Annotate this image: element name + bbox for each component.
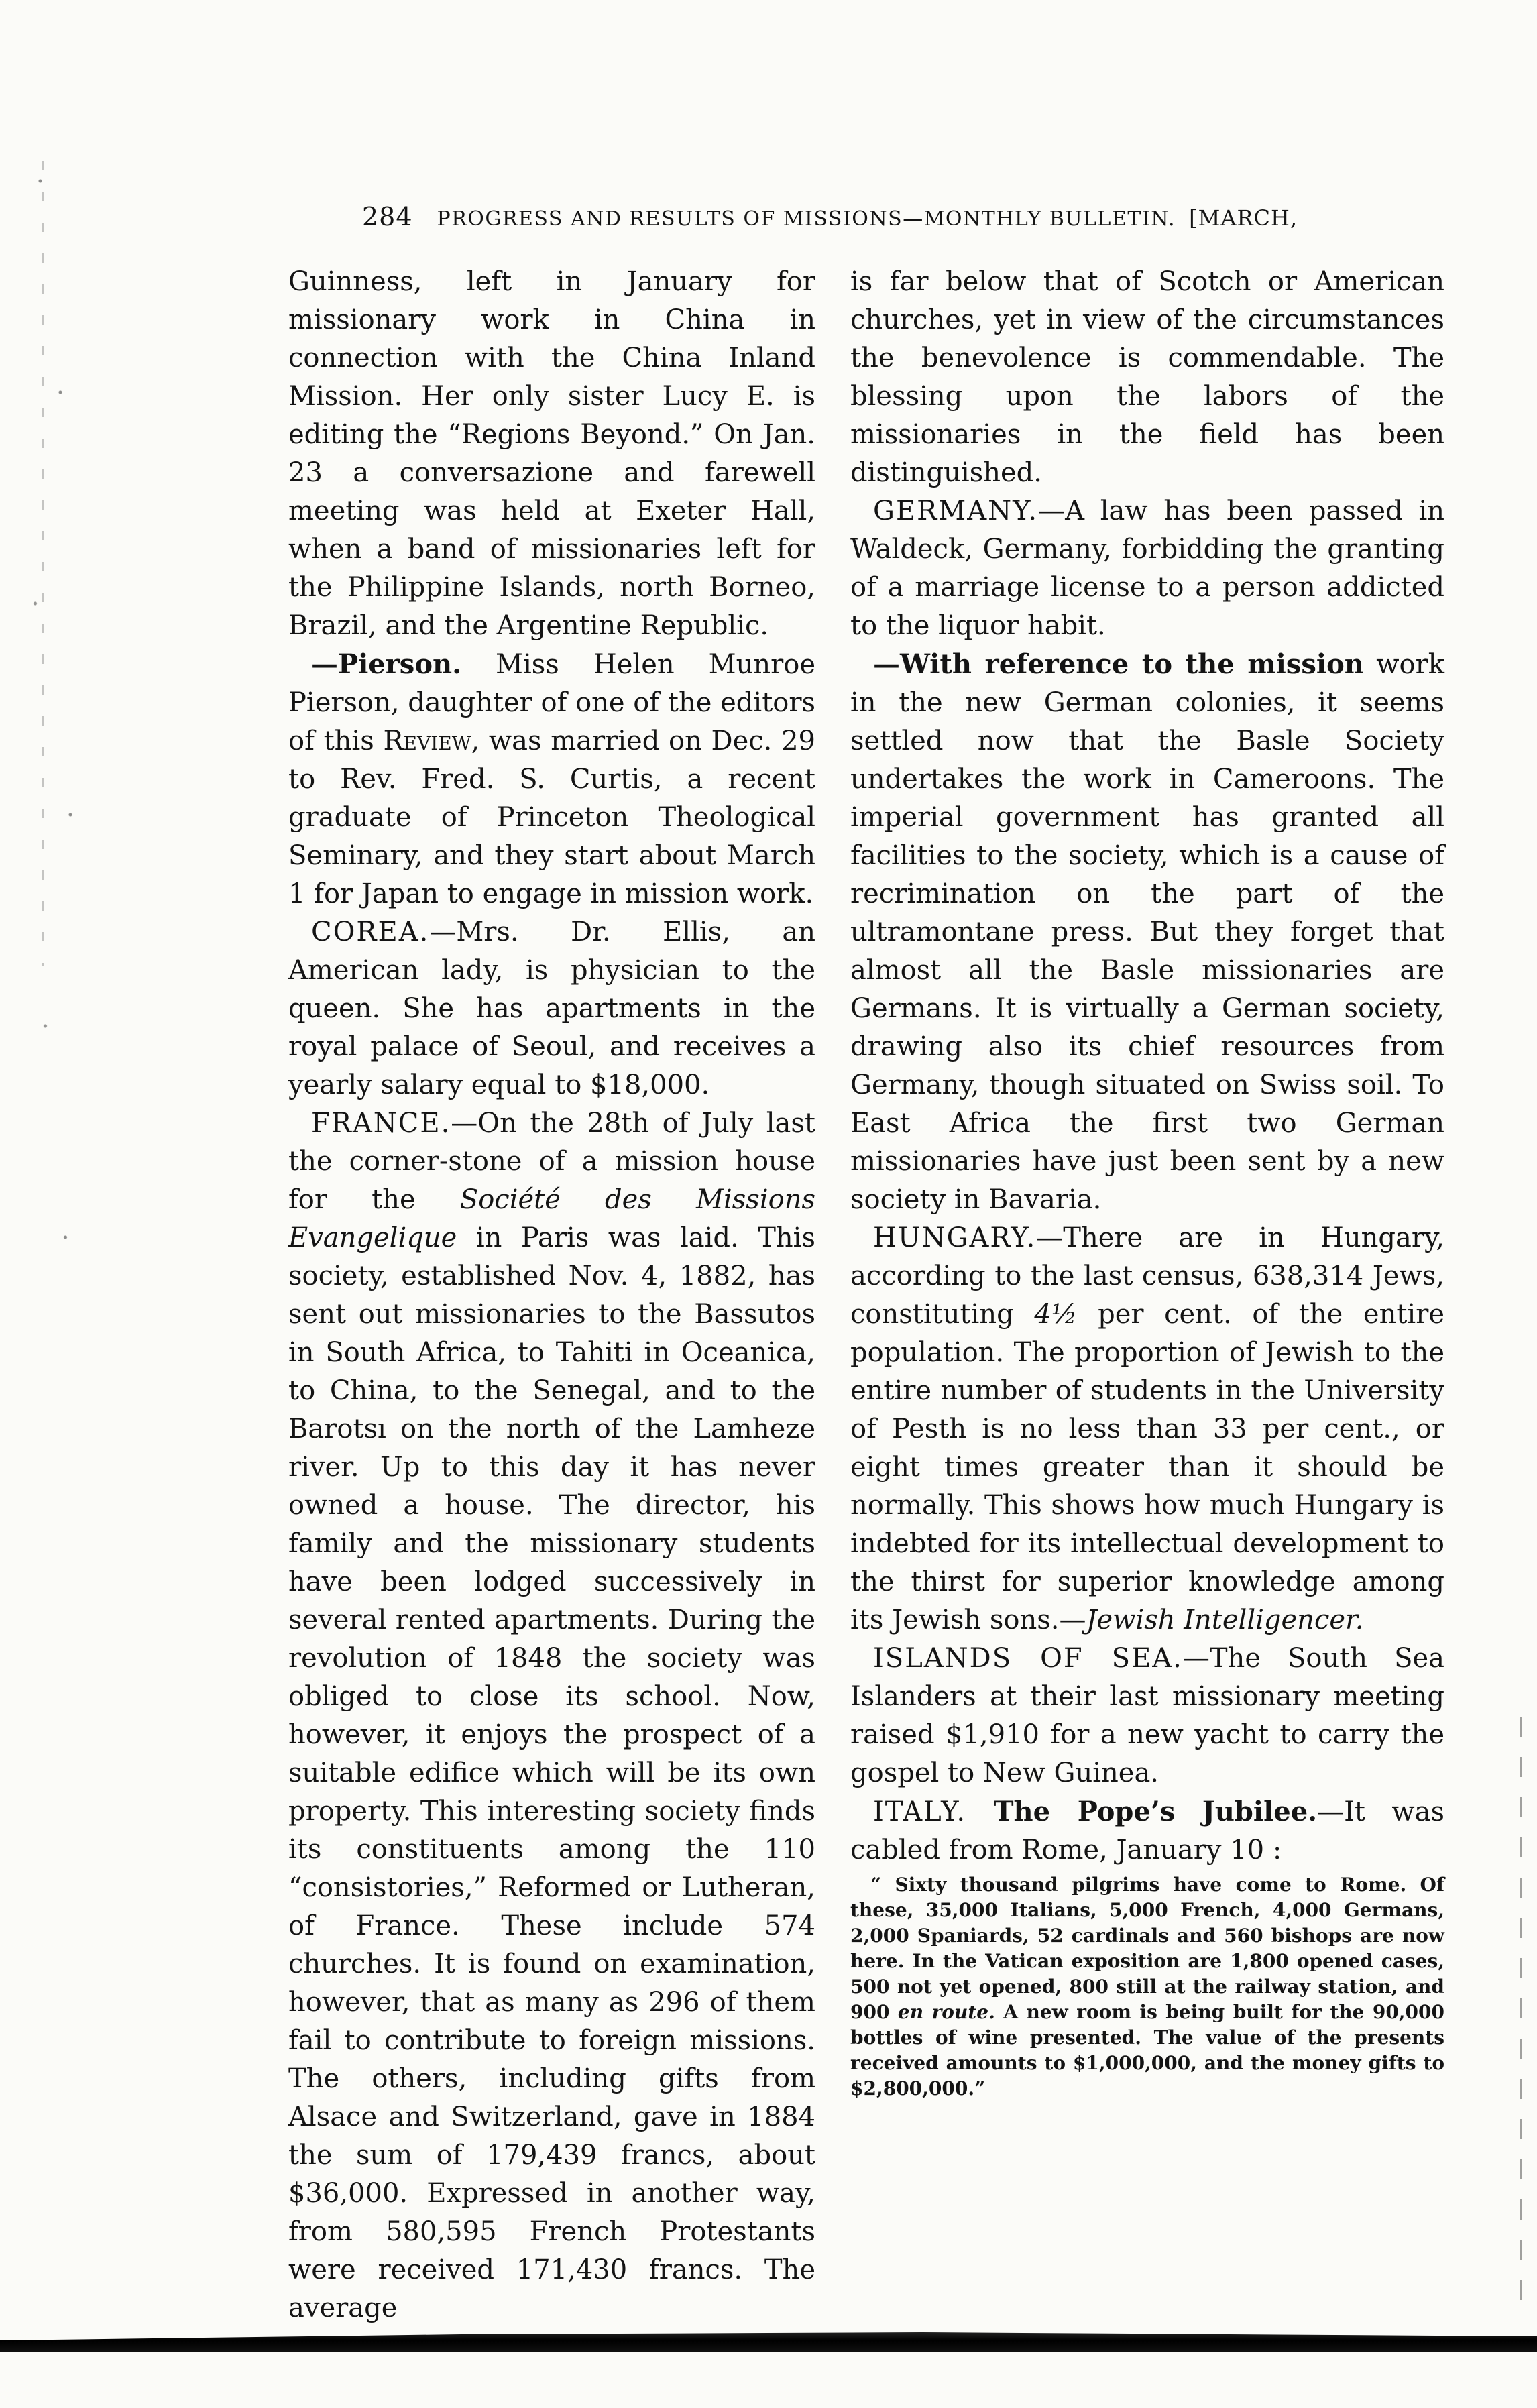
hungary-paragraph: HUNGARY.—There are in Hungary, according to the last census, 638,314 Jews, constituting 4½ per cent. of the entire population. The proportion of Jewish to the entire number of students in the University of Pesth is no less than 33 per cent., or eight times greater than it should be normally. This shows how much Hungary is indebted for its intellectual development to the thirst for superior knowledge among its Jewish sons.—Jewish Intelligencer. — [850, 1222, 1444, 1636]
scan-bottom-edge — [0, 2332, 1537, 2352]
running-header — [362, 200, 1448, 233]
societe-name: Société des Missions Evangelique — [288, 1184, 815, 1253]
pierson-heading: —Pierson. — [311, 648, 462, 680]
france-paragraph: FRANCE.—On the 28th of July last the corner-stone of a mission house for the Société des Missions Evangelique in Paris was laid. This society, established Nov. 4, 1882, has sent out missionaries to the Bassutos in South Africa, to Tahiti in Oceanica, to China, to the Senegal, and to the Barotsı on the north of the Lamheze river. Up to this day it has never owned a house. The director, his family and the missionary students have been lodged successively in several rented apartments. During the revolution of 1848 the society was obliged to close its school. Now, however, it enjoys the prospect of a suitable edifice which will be its own property. This interesting society finds its constituents among the 110 “consistories,” Reformed or Lutheran, of France. These include 574 churches. It is found on examination, however, that as many as 296 of them fail to contribute to foreign missions. The others, including gifts from Alsace and Switzerland, gave in 1884 the sum of 179,439 francs, about $36,000. Expressed in another way, from 580,595 French Protestants were received 171,430 francs. The average — [288, 1108, 815, 2324]
right-column — [850, 263, 1444, 2102]
continuation-paragraph: is far below that of Scotch or American churches, yet in view of the circumstances the benevolence is commendable. The blessing upon the labors of the missionaries in the field has been distinguished. — [850, 266, 1444, 488]
popes-jubilee-heading: The Pope’s Jubilee. — [966, 1796, 1318, 1827]
italy-paragraph: ITALY. The Pope’s Jubilee.—It was cabled from Rome, January 10 : — [850, 1796, 1445, 1866]
mission-reference-heading: —With reference to the mission — [873, 648, 1364, 680]
france-heading: FRANCE. — [311, 1108, 451, 1139]
italy-heading: ITALY. — [873, 1796, 967, 1827]
hungary-source: Jewish Intelligencer. — [1086, 1605, 1364, 1636]
review-title: Review — [383, 726, 471, 756]
guinness-paragraph: Guinness, left in January for missionary work in China in connection with the China Inland Mission. Her only sister Lucy E. is editing the “Regions Beyond.” On Jan. 23 a conversazione and farewell meeting was held at Exeter Hall, when a band of missionaries left for the Philippine Islands, north Borneo, Brazil, and the Argentine Republic. — [288, 266, 815, 641]
islands-paragraph: ISLANDS OF SEA.—The South Sea Islanders at their last missionary meeting raised $1,910 for a new yacht to carry the gospel to New Guinea. — [850, 1643, 1444, 1788]
corea-paragraph: COREA.—Mrs. Dr. Ellis, an American lady, is physician to the queen. She has apartments in the royal palace of Seoul, and receives a yearly salary equal to $18,000. — [288, 917, 815, 1100]
corea-heading: COREA. — [311, 917, 430, 948]
germany-heading: GERMANY. — [873, 496, 1039, 526]
hungary-heading: HUNGARY. — [873, 1222, 1037, 1253]
scan-gutter-artifact — [0, 40, 101, 1448]
scan-edge-artifact — [1520, 1717, 1522, 2320]
en-route-italic: en route. — [897, 2001, 995, 2023]
issue-month: [MARCH, — [1189, 205, 1298, 231]
page-number: 284 — [362, 202, 413, 231]
islands-heading: ISLANDS OF SEA. — [873, 1643, 1183, 1674]
running-title: PROGRESS AND RESULTS OF MISSIONS—MONTHLY BULLETIN. — [437, 207, 1176, 231]
rome-cable-quote: “ Sixty thousand pilgrims have come to Rome. Of these, 35,000 Italians, 5,000 French, 4,000 Germans, 2,000 Spaniards, 52 cardinals and 560 bishops are now here. In the Vatican exposition are 1,800 opened cases, 500 not yet opened, 800 still at the railway station, and 900 en route. A new room is being built for the 90,000 bottles of wine presented. The value of the presents received amounts to $1,000,000, and the money gifts to $2,800,000.” — [850, 1874, 1444, 2100]
mission-reference-paragraph: —With reference to the mission work in the new German colonies, it seems settled now that the Basle Society undertakes the work in Cameroons. The imperial government has granted all facilities to the society, which is a cause of recrimination on the part of the ultramontane press. But they forget that almost all the Basle missionaries are Germans. It is virtually a German society, drawing also its chief resources from Germany, though situated on Swiss soil. To East Africa the first two German missionaries have just been sent by a new society in Bavaria. — [850, 648, 1444, 1215]
hungary-fraction: 4½ — [1034, 1299, 1078, 1330]
germany-paragraph: GERMANY.—A law has been passed in Waldeck, Germany, forbidding the granting of a marriage license to a person addicted to the liquor habit. — [850, 496, 1444, 641]
left-column — [288, 263, 815, 2328]
pierson-paragraph: —Pierson. Miss Helen Munroe Pierson, daughter of one of the editors of this Review, was married on Dec. 29 to Rev. Fred. S. Curtis, a recent graduate of Princeton Theological Seminary, and they start about March 1 for Japan to engage in mission work. — [288, 648, 815, 909]
